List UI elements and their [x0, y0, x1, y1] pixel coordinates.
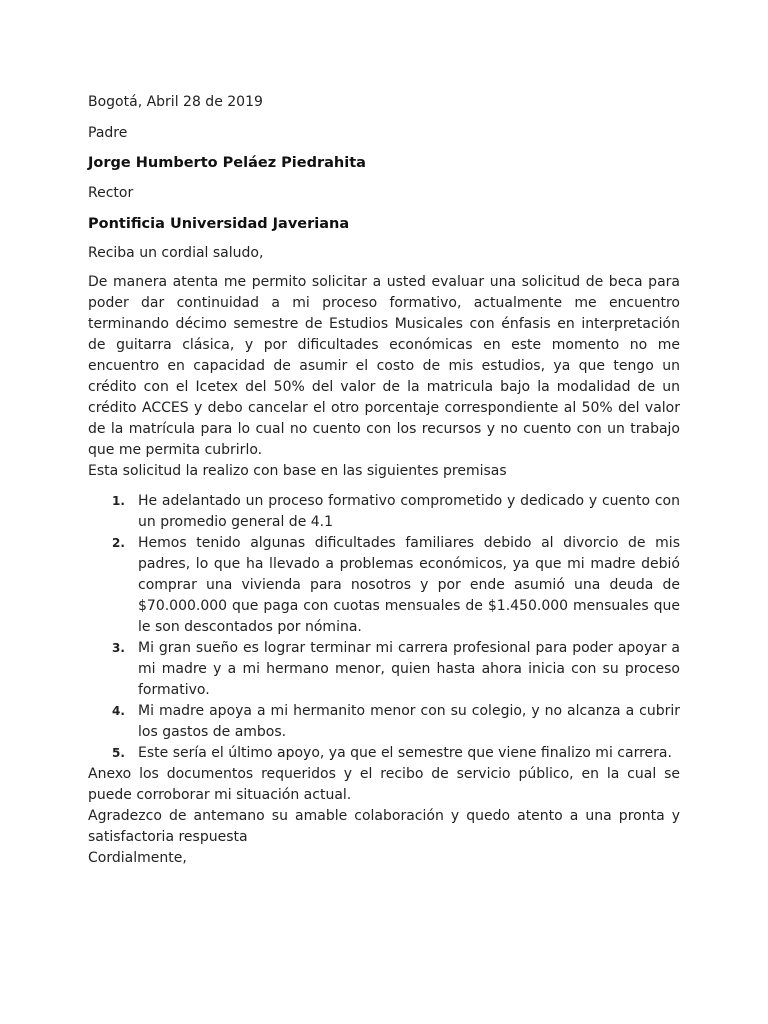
list-item-number: 3. [112, 641, 125, 655]
list-item-text: Mi madre apoya a mi hermanito menor con su colegio, y no alcanza a cubrir los gastos de ambos. [138, 703, 680, 740]
list-item [88, 491, 680, 533]
greeting: Reciba un cordial saludo, [88, 245, 264, 261]
list-item-number: 4. [112, 704, 125, 718]
recipient-title: Padre [88, 125, 128, 141]
closing: Cordialmente, [88, 850, 187, 866]
premises-intro: Esta solicitud la realizo con base en las siguientes premisas [88, 463, 507, 479]
list-item-text: Hemos tenido algunas dificultades familiares debido al divorcio de mis padres, lo que ha llevado a problemas económicos, ya que mi madre debió comprar una vivienda para nosotros y por ende asumió una deuda de $70.000.000 que paga con cuotas mensuales de $1.450.000 mensuales que le son descontados por nómina. [138, 535, 680, 635]
list-item-text: Mi gran sueño es lograr terminar mi carrera profesional para poder apoyar a mi madre y a mi hermano menor, quien hasta ahora inicia con su proceso formativo. [138, 640, 680, 698]
body-paragraph: De manera atenta me permito solicitar a usted evaluar una solicitud de beca para poder dar continuidad a mi proceso formativo, actualmente me encuentro terminando décimo semestre de Estudios Musicales con énfasis en interpretación de guitarra clásica, y por dificultades económicas en este momento no me encuentro en capacidad de asumir el costo de mis estudios, ya que tengo un crédito con el Icetex del 50% del valor de la matricula bajo la modalidad de un crédito ACCES y debo cancelar el otro porcentaje correspondiente al 50% del valor de la matrícula para lo cual no cuento con los recursos y no cuento con un trabajo que me permita cubrirlo. [88, 274, 680, 458]
list-item-number: 2. [112, 536, 125, 550]
premises-list [88, 491, 680, 764]
letter-date: Bogotá, Abril 28 de 2019 [88, 94, 263, 110]
list-item [88, 701, 680, 743]
thanks-paragraph: Agradezco de antemano su amable colaboración y quedo atento a una pronta y satisfactoria respuesta [88, 808, 680, 845]
list-item-number: 5. [112, 746, 125, 760]
recipient-role: Rector [88, 185, 134, 201]
list-item-number: 1. [112, 494, 125, 508]
list-item [88, 638, 680, 701]
annex-paragraph: Anexo los documentos requeridos y el recibo de servicio público, en la cual se puede corroborar mi situación actual. [88, 766, 680, 803]
list-item [88, 533, 680, 638]
list-item-text: He adelantado un proceso formativo comprometido y dedicado y cuento con un promedio general de 4.1 [138, 493, 680, 530]
list-item-text: Este sería el último apoyo, ya que el semestre que viene finalizo mi carrera. [138, 745, 672, 761]
recipient-name: Jorge Humberto Peláez Piedrahita [88, 155, 366, 171]
institution-name: Pontificia Universidad Javeriana [88, 216, 350, 232]
list-item [88, 743, 680, 764]
